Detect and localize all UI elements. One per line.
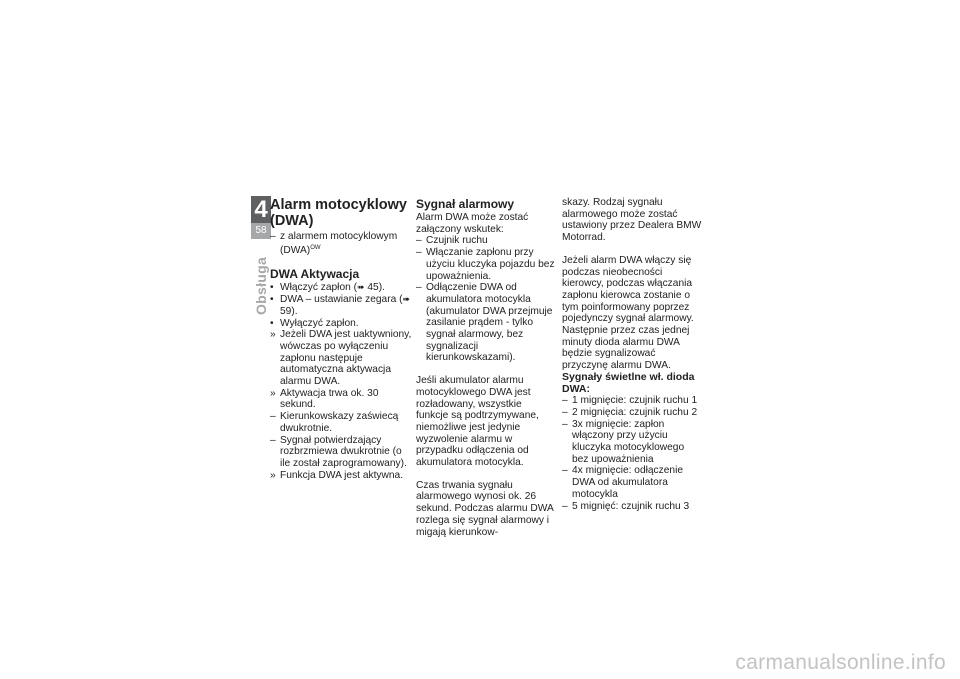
section-title-dwa: [270, 197, 412, 229]
list-item-text: Włączanie zapłonu przy użyciu kluczyka pojazdu bez upoważnienia.: [426, 247, 555, 282]
page-ref-number: 45).: [364, 282, 385, 294]
result-marker: »: [270, 387, 276, 399]
dash-marker: –: [416, 235, 422, 247]
paragraph: Alarm DWA może zostać załączony wskutek:: [416, 212, 529, 235]
dash-marker: –: [562, 500, 568, 512]
page-number: 58: [251, 223, 271, 239]
trigger-list: [416, 235, 556, 364]
list-item-text: Wyłączyć zapłon.: [280, 317, 359, 329]
list-item-text: Kierunkowskazy zaświecą dwukrotnie.: [280, 411, 399, 434]
list-item: [270, 435, 412, 470]
subsection-title-led-signals: Sygnały świetlne wł. dioda DWA:: [562, 370, 695, 395]
dash-marker: –: [562, 406, 568, 418]
list-item-text: 1 mignięcie: czujnik ruchu 1: [572, 395, 698, 407]
list-item: [270, 318, 412, 330]
paragraph: skazy. Rodzaj sygnału alarmowego może zostać ustawiony przez Dealera BMW Motorrad.: [562, 197, 702, 244]
list-item-text: Włączyć zapłon (: [280, 282, 357, 294]
chapter-tab: [251, 196, 271, 239]
paragraph: Jeżeli alarm DWA włączy się podczas nieobecności kierowcy, podczas włączania zapłonu kierowca zostanie o tym poinformowany poprzez pojedynczy sygnał alarmowy. Następnie przez czas jednej minuty dioda alarmu DWA będzie sygnalizować przyczynę alarmu DWA.: [562, 254, 694, 372]
paragraph: Jeśli akumulator alarmu motocyklowego DWA jest rozładowany, wszystkie funkcje są podtrzymywane, niemożliwe jest jedynie wyzwolenie alarmu w przypadku odłączenia od akumulatora motocykla.: [416, 375, 539, 469]
bullet-marker: •: [270, 317, 274, 329]
result-marker: »: [270, 469, 276, 481]
list-item: [270, 231, 412, 256]
page-ref-arrow-icon: ➠: [402, 294, 411, 305]
intro-list: [270, 231, 412, 256]
dash-marker: –: [562, 395, 568, 407]
list-item-text: Funkcja DWA jest aktywna.: [280, 469, 404, 481]
list-item: [416, 282, 556, 364]
dash-marker: –: [562, 418, 568, 430]
page-ref-arrow-icon: ➠: [357, 282, 365, 293]
column-1: [270, 197, 412, 481]
dash-marker: –: [562, 465, 568, 477]
column-2: [416, 197, 556, 538]
list-item: [562, 419, 702, 466]
list-item: [416, 235, 556, 247]
list-item-text: z alarmem motocyklowym (DWA): [280, 231, 398, 256]
superscript-ow: OW: [310, 244, 321, 251]
list-item: [562, 465, 702, 500]
page-ref-number: 59).: [280, 305, 298, 317]
list-item-text: 4x mignięcie: odłączenie DWA od akumulatora motocykla: [572, 465, 683, 500]
column-3: [562, 197, 702, 512]
list-item: [562, 407, 702, 419]
bullet-marker: •: [270, 282, 274, 294]
paragraph: Czas trwania sygnału alarmowego wynosi ok. 26 sekund. Podczas alarmu DWA rozlega się sygnał alarmowy i migają kierunkow-: [416, 479, 554, 538]
list-item-text: Czujnik ruchu: [426, 235, 488, 247]
list-item: [562, 501, 702, 513]
dash-marker: –: [270, 231, 276, 242]
dash-marker: –: [416, 247, 422, 259]
activation-steps: [270, 282, 412, 481]
result-marker: »: [270, 329, 276, 341]
list-item: [562, 395, 702, 407]
dash-marker: –: [416, 282, 422, 294]
watermark: carmanualsonline.info: [735, 651, 946, 674]
list-item-text: Sygnał potwierdzający rozbrzmiewa dwukrotnie (o ile został zaprogramowany).: [280, 434, 407, 469]
list-item: [270, 282, 412, 294]
section-title-alarm-signal: Sygnał alarmowy: [416, 197, 515, 211]
list-item-text: 5 mignięć: czujnik ruchu 3: [572, 500, 690, 512]
chapter-number: 4: [251, 196, 271, 223]
dash-marker: –: [270, 411, 276, 423]
list-item-text: Aktywacja trwa ok. 30 sekund.: [280, 387, 379, 411]
bullet-marker: •: [270, 294, 274, 306]
list-item-text: 2 mignięcia: czujnik ruchu 2: [572, 406, 698, 418]
list-item-text: 3x mignięcie: zapłon włączony przy użyciu kluczyka motocyklowego bez upoważnienia: [572, 418, 685, 465]
dash-marker: –: [270, 434, 276, 446]
list-item: [270, 388, 412, 411]
list-item: [270, 294, 412, 317]
subsection-title-activation: DWA Aktywacja: [270, 267, 360, 282]
list-item: [416, 247, 556, 282]
title-line-2: (DWA): [270, 213, 314, 229]
list-item: [270, 329, 412, 388]
list-item: [270, 411, 412, 434]
title-line-1: Alarm motocyklowy: [270, 197, 407, 213]
list-item: [270, 470, 412, 482]
list-item-text: Jeżeli DWA jest uaktywniony, wówczas po wyłączeniu zapłonu następuje automatyczna aktywacja alarmu DWA.: [280, 329, 412, 388]
led-signal-list: [562, 395, 702, 512]
chapter-label-text: Obsługa: [253, 256, 270, 316]
list-item-text: DWA – ustawianie zegara (: [280, 294, 403, 306]
list-item-text: Odłączenie DWA od akumulatora motocykla (akumulator DWA przejmuje zasilanie prądem - tylko sygnał alarmowy, bez sygnalizacji kierunkowskazami).: [426, 282, 553, 364]
